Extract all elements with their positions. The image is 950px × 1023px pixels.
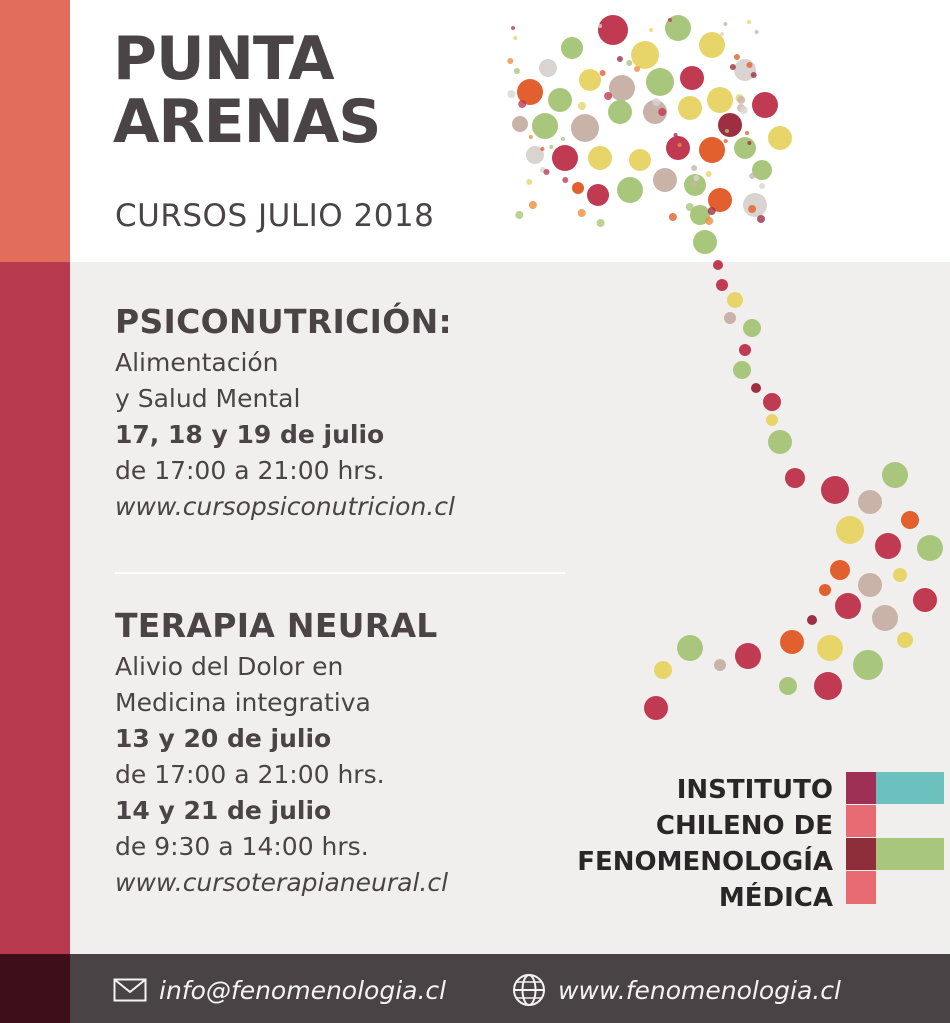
decorative-dot bbox=[513, 36, 517, 40]
course-url-link[interactable]: www.cursoterapianeural.cl bbox=[115, 868, 449, 897]
decorative-dot bbox=[893, 568, 907, 582]
decorative-dot bbox=[674, 133, 678, 137]
decorative-dot bbox=[821, 476, 849, 504]
decorative-dot bbox=[680, 66, 704, 90]
decorative-dot bbox=[714, 659, 726, 671]
decorative-dot bbox=[745, 131, 749, 135]
decorative-dot bbox=[552, 145, 578, 171]
decorative-dot bbox=[608, 100, 632, 124]
decorative-dot bbox=[748, 205, 756, 213]
decorative-dot bbox=[858, 573, 882, 597]
decorative-dot bbox=[539, 59, 557, 77]
course-time: de 9:30 a 14:00 hrs. bbox=[115, 832, 369, 861]
course-dates: 14 y 21 de julio bbox=[115, 796, 332, 825]
decorative-dot bbox=[677, 635, 703, 661]
decorative-dot bbox=[598, 24, 602, 28]
decorative-dot bbox=[562, 177, 568, 183]
poster-title bbox=[113, 24, 381, 157]
decorative-dot bbox=[597, 219, 605, 227]
decorative-dot bbox=[766, 414, 778, 426]
decorative-dot bbox=[587, 184, 609, 206]
decorative-dot bbox=[735, 643, 761, 669]
decorative-dot bbox=[654, 661, 672, 679]
decorative-dot bbox=[733, 361, 751, 379]
course-time: de 17:00 a 21:00 hrs. bbox=[115, 760, 385, 789]
decorative-dot bbox=[693, 175, 699, 181]
institute-line: INSTITUTO bbox=[676, 775, 833, 805]
decorative-dot bbox=[626, 60, 632, 66]
course-terapia-neural bbox=[115, 606, 448, 901]
decorative-dot bbox=[699, 32, 725, 58]
decorative-dot bbox=[759, 183, 765, 189]
decorative-dot bbox=[734, 137, 756, 159]
decorative-dot bbox=[751, 383, 761, 393]
decorative-dot bbox=[724, 312, 736, 324]
poster-subtitle: CURSOS JULIO 2018 bbox=[115, 198, 435, 234]
decorative-dot bbox=[588, 146, 612, 170]
decorative-dot bbox=[743, 319, 761, 337]
decorative-dot bbox=[572, 182, 584, 194]
decorative-dot bbox=[634, 66, 640, 72]
decorative-dot bbox=[617, 56, 623, 62]
decorative-dot bbox=[514, 68, 520, 74]
decorative-dot bbox=[532, 113, 558, 139]
decorative-dot bbox=[678, 143, 682, 147]
decorative-dot bbox=[716, 279, 728, 291]
decorative-dot bbox=[511, 26, 515, 30]
decorative-dot bbox=[604, 92, 612, 100]
decorative-dot bbox=[725, 129, 729, 133]
decorative-dot bbox=[720, 32, 724, 36]
decorative-dot bbox=[518, 100, 526, 108]
decorative-dot bbox=[678, 96, 702, 120]
decorative-dot bbox=[817, 635, 843, 661]
decorative-dot bbox=[544, 169, 550, 175]
decorative-dot bbox=[693, 230, 717, 254]
decorative-dot bbox=[512, 116, 528, 132]
decorative-dot bbox=[644, 696, 668, 720]
decorative-dot bbox=[529, 135, 533, 139]
footer-website-link[interactable] bbox=[512, 970, 841, 1010]
coral-side-stripe bbox=[0, 0, 70, 262]
decorative-dot bbox=[713, 260, 723, 270]
decorative-dot bbox=[666, 136, 690, 160]
decorative-dot bbox=[705, 217, 713, 225]
decorative-dot bbox=[669, 213, 677, 221]
decorative-dot bbox=[901, 511, 919, 529]
decorative-dot bbox=[752, 92, 778, 118]
footer-website-text: www.fenomenologia.cl bbox=[558, 975, 841, 1005]
footer-email-text: info@fenomenologia.cl bbox=[159, 975, 447, 1005]
decorative-dot bbox=[785, 468, 805, 488]
decorative-dot bbox=[779, 677, 797, 695]
decorative-dot bbox=[780, 630, 804, 654]
decorative-dot bbox=[814, 672, 842, 700]
decorative-dot bbox=[718, 113, 742, 137]
decorative-dot bbox=[686, 203, 694, 211]
decorative-dot bbox=[807, 615, 817, 625]
footer-side-block bbox=[0, 954, 70, 1023]
course-description: Alimentación bbox=[115, 348, 279, 377]
decorative-dot bbox=[578, 209, 586, 217]
decorative-dot bbox=[757, 215, 765, 223]
decorative-dot bbox=[668, 18, 672, 22]
decorative-dot bbox=[917, 535, 943, 561]
decorative-dot bbox=[768, 126, 792, 150]
crimson-side-stripe bbox=[0, 262, 70, 954]
course-dates: 17, 18 y 19 de julio bbox=[115, 420, 385, 449]
decorative-dot bbox=[882, 462, 908, 488]
decorative-dot bbox=[616, 34, 620, 38]
decorative-dot bbox=[737, 96, 745, 104]
decorative-dot bbox=[540, 147, 544, 151]
institute-line: MÉDICA bbox=[718, 883, 833, 913]
decorative-dot bbox=[755, 30, 759, 34]
decorative-dot bbox=[708, 207, 716, 215]
decorative-dot bbox=[723, 22, 727, 26]
course-description: Medicina integrativa bbox=[115, 688, 371, 717]
decorative-dot bbox=[897, 632, 913, 648]
decorative-dot bbox=[747, 141, 751, 145]
decorative-dot bbox=[658, 108, 666, 116]
title-line-1: PUNTA bbox=[113, 24, 334, 94]
decorative-dot bbox=[727, 292, 743, 308]
decorative-dot bbox=[747, 20, 751, 24]
decorative-dot bbox=[763, 393, 781, 411]
decorative-dot bbox=[819, 584, 831, 596]
decorative-dot bbox=[751, 72, 757, 78]
decorative-dot bbox=[571, 114, 599, 142]
decorative-dot bbox=[561, 137, 565, 141]
decorative-dot bbox=[730, 64, 736, 70]
decorative-dot bbox=[699, 137, 725, 163]
decorative-dot bbox=[598, 15, 628, 45]
decorative-dot bbox=[561, 37, 583, 59]
decorative-dot bbox=[743, 193, 767, 217]
decorative-dot bbox=[507, 90, 515, 98]
decorative-dot bbox=[526, 179, 532, 185]
envelope-icon bbox=[113, 978, 147, 1002]
decorative-dot bbox=[913, 588, 937, 612]
decorative-dot bbox=[835, 593, 861, 619]
institute-line: CHILENO DE bbox=[655, 811, 833, 841]
course-title: TERAPIA NEURAL bbox=[115, 606, 438, 645]
course-description: y Salud Mental bbox=[115, 384, 301, 413]
course-title: PSICONUTRICIÓN: bbox=[115, 302, 452, 341]
decorative-dot bbox=[507, 58, 513, 64]
decorative-dot bbox=[617, 177, 643, 203]
decorative-dot bbox=[836, 516, 864, 544]
title-line-2: ARENAS bbox=[113, 87, 381, 157]
institute-logo bbox=[846, 772, 944, 904]
dotted-brain-graphic bbox=[500, 0, 950, 740]
decorative-dot bbox=[749, 173, 755, 179]
decorative-dot bbox=[629, 149, 651, 171]
decorative-dot bbox=[768, 430, 792, 454]
decorative-dot bbox=[649, 28, 653, 32]
decorative-dot bbox=[515, 211, 523, 219]
decorative-dot bbox=[747, 62, 753, 68]
decorative-dot bbox=[830, 560, 850, 580]
institute-line: FENOMENOLOGÍA bbox=[577, 847, 833, 877]
decorative-dot bbox=[691, 165, 697, 171]
decorative-dot bbox=[724, 139, 728, 143]
decorative-dot bbox=[600, 70, 606, 76]
course-psiconutricion bbox=[115, 302, 455, 525]
decorative-dot bbox=[734, 54, 740, 60]
decorative-dot bbox=[853, 650, 883, 680]
decorative-dot bbox=[609, 75, 635, 101]
course-url-link[interactable]: www.cursopsiconutricion.cl bbox=[115, 492, 455, 521]
globe-icon bbox=[512, 973, 546, 1007]
decorative-dot bbox=[691, 181, 697, 187]
section-divider bbox=[115, 572, 565, 574]
course-dates: 13 y 20 de julio bbox=[115, 724, 332, 753]
decorative-dot bbox=[548, 88, 572, 112]
course-description: Alivio del Dolor en bbox=[115, 652, 344, 681]
decorative-dot bbox=[652, 98, 660, 106]
decorative-dot bbox=[549, 145, 553, 149]
decorative-dot bbox=[529, 201, 537, 209]
decorative-dot bbox=[875, 533, 901, 559]
decorative-dot bbox=[631, 41, 659, 69]
decorative-dot bbox=[740, 106, 748, 114]
decorative-dot bbox=[653, 168, 677, 192]
institute-name bbox=[577, 772, 833, 916]
decorative-dot bbox=[579, 69, 601, 91]
decorative-dot bbox=[739, 344, 751, 356]
footer-email-link[interactable] bbox=[113, 970, 446, 1010]
course-time: de 17:00 a 21:00 hrs. bbox=[115, 456, 385, 485]
decorative-dot bbox=[872, 605, 898, 631]
decorative-dot bbox=[646, 68, 674, 96]
decorative-dot bbox=[858, 490, 882, 514]
decorative-dot bbox=[578, 102, 586, 110]
decorative-dot bbox=[706, 171, 712, 177]
decorative-dot bbox=[707, 87, 733, 113]
